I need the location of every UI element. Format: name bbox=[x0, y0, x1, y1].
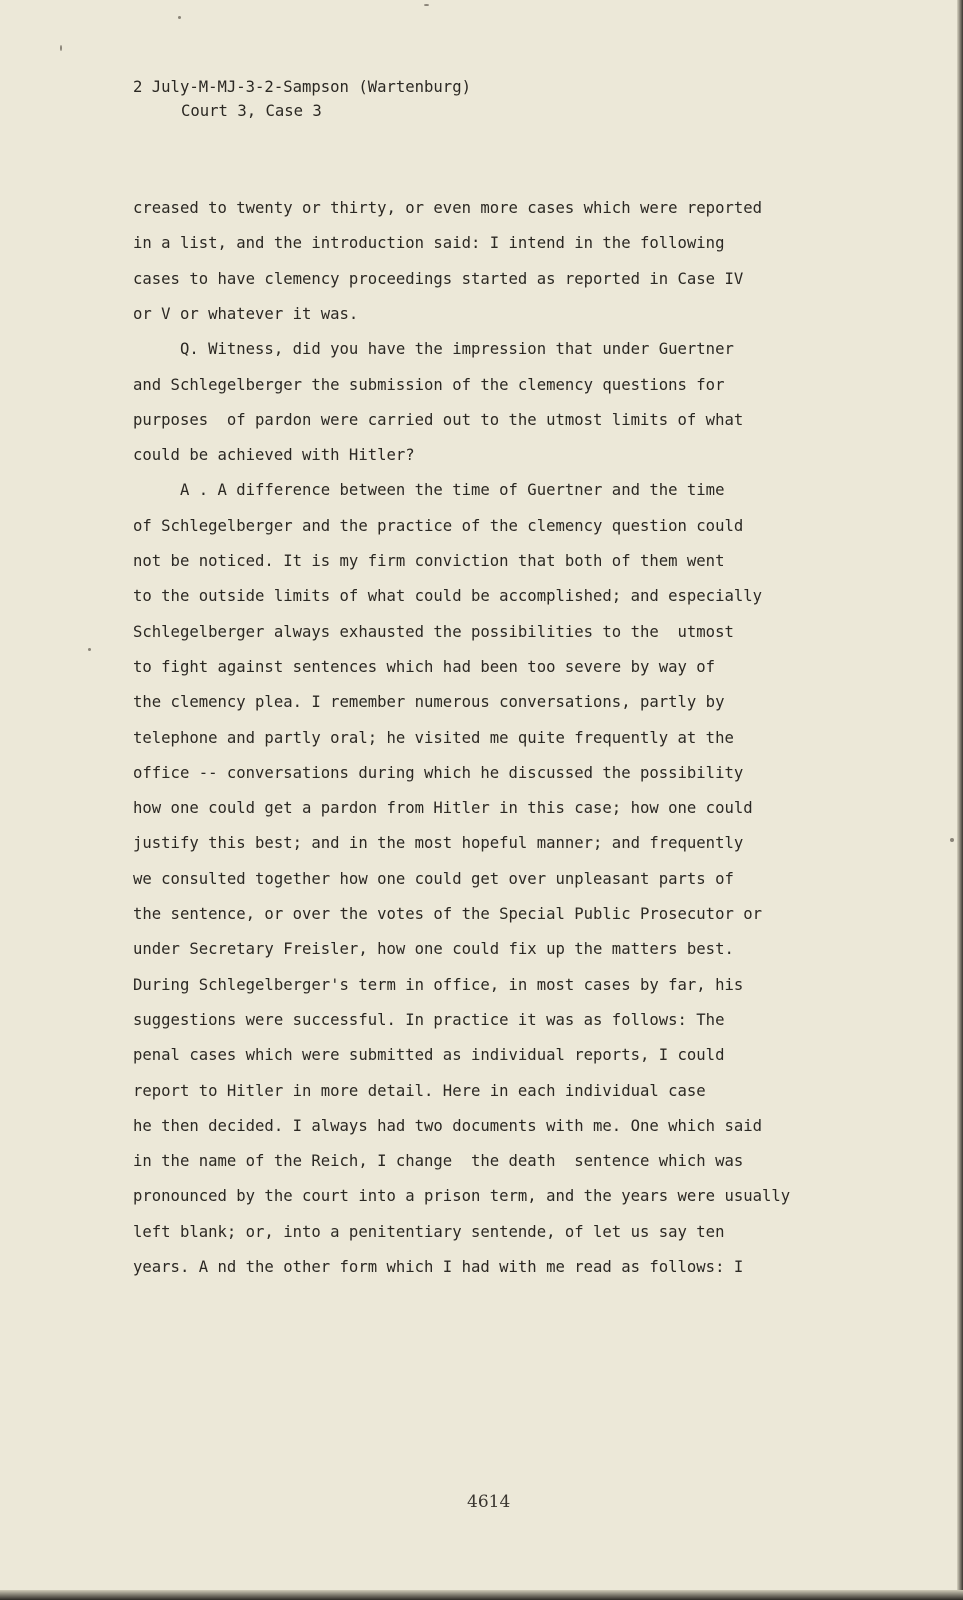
scan-edge-bottom bbox=[0, 1590, 963, 1600]
paper-speck bbox=[178, 16, 181, 19]
body-text-line: under Secretary Freisler, how one could fix up the matters best. bbox=[133, 940, 734, 959]
scan-edge-right bbox=[957, 0, 963, 1600]
paper-speck bbox=[60, 45, 62, 51]
page-number: 4614 bbox=[467, 1492, 511, 1512]
body-text-line: the clemency plea. I remember numerous conversations, partly by bbox=[133, 693, 725, 712]
paper-speck bbox=[88, 648, 91, 651]
body-text-line: justify this best; and in the most hopeful manner; and frequently bbox=[133, 834, 744, 853]
body-text-line: how one could get a pardon from Hitler in this case; how one could bbox=[133, 799, 753, 818]
body-text-line: penal cases which were submitted as individual reports, I could bbox=[133, 1046, 725, 1065]
body-text-line: telephone and partly oral; he visited me quite frequently at the bbox=[133, 728, 734, 747]
body-text-line: in the name of the Reich, I change the death sentence which was bbox=[133, 1152, 744, 1171]
body-text-line: to fight against sentences which had been too severe by way of bbox=[133, 657, 716, 676]
body-text-line: years. A nd the other form which I had with me read as follows: I bbox=[133, 1258, 744, 1276]
body-text-line: or V or whatever it was. bbox=[133, 304, 359, 323]
body-text-line: left blank; or, into a penitentiary sentende, of let us say ten bbox=[133, 1222, 725, 1241]
body-text-line: purposes of pardon were carried out to the utmost limits of what bbox=[133, 410, 744, 429]
body-text-line: report to Hitler in more detail. Here in each individual case bbox=[133, 1081, 706, 1100]
paper-speck bbox=[424, 4, 429, 6]
header-line-2: Court 3, Case 3 bbox=[181, 102, 322, 120]
body-text-line: could be achieved with Hitler? bbox=[133, 446, 415, 465]
body-text-line: of Schlegelberger and the practice of the clemency question could bbox=[133, 516, 744, 535]
body-text-line: Q. Witness, did you have the impression that under Guertner bbox=[133, 340, 734, 359]
body-text-line: creased to twenty or thirty, or even more cases which were reported bbox=[133, 199, 763, 217]
header-line-1: 2 July-M-MJ-3-2-Sampson (Wartenburg) bbox=[133, 78, 471, 96]
body-text-line: suggestions were successful. In practice it was as follows: The bbox=[133, 1010, 725, 1029]
body-text-line: cases to have clemency proceedings started as reported in Case IV bbox=[133, 269, 744, 288]
paper-speck bbox=[950, 838, 954, 842]
body-text-line: not be noticed. It is my firm conviction that both of them went bbox=[133, 552, 725, 570]
body-text-line: to the outside limits of what could be accomplished; and especially bbox=[133, 587, 763, 606]
body-text-line: Schlegelberger always exhausted the possibilities to the utmost bbox=[133, 622, 734, 641]
body-text-line: A . A difference between the time of Guertner and the time bbox=[133, 481, 725, 500]
body-text-line: pronounced by the court into a prison term, and the years were usually bbox=[133, 1187, 791, 1206]
body-text-line: in a list, and the introduction said: I intend in the following bbox=[133, 234, 725, 253]
body-text-line: the sentence, or over the votes of the Special Public Prosecutor or bbox=[133, 905, 763, 923]
body-text-line: office -- conversations during which he discussed the possibility bbox=[133, 763, 744, 782]
body-text-line: and Schlegelberger the submission of the clemency questions for bbox=[133, 375, 725, 394]
body-text-line: During Schlegelberger's term in office, in most cases by far, his bbox=[133, 975, 744, 994]
body-text-line: he then decided. I always had two documents with me. One which said bbox=[133, 1116, 763, 1135]
body-text-line: we consulted together how one could get over unpleasant parts of bbox=[133, 869, 734, 888]
